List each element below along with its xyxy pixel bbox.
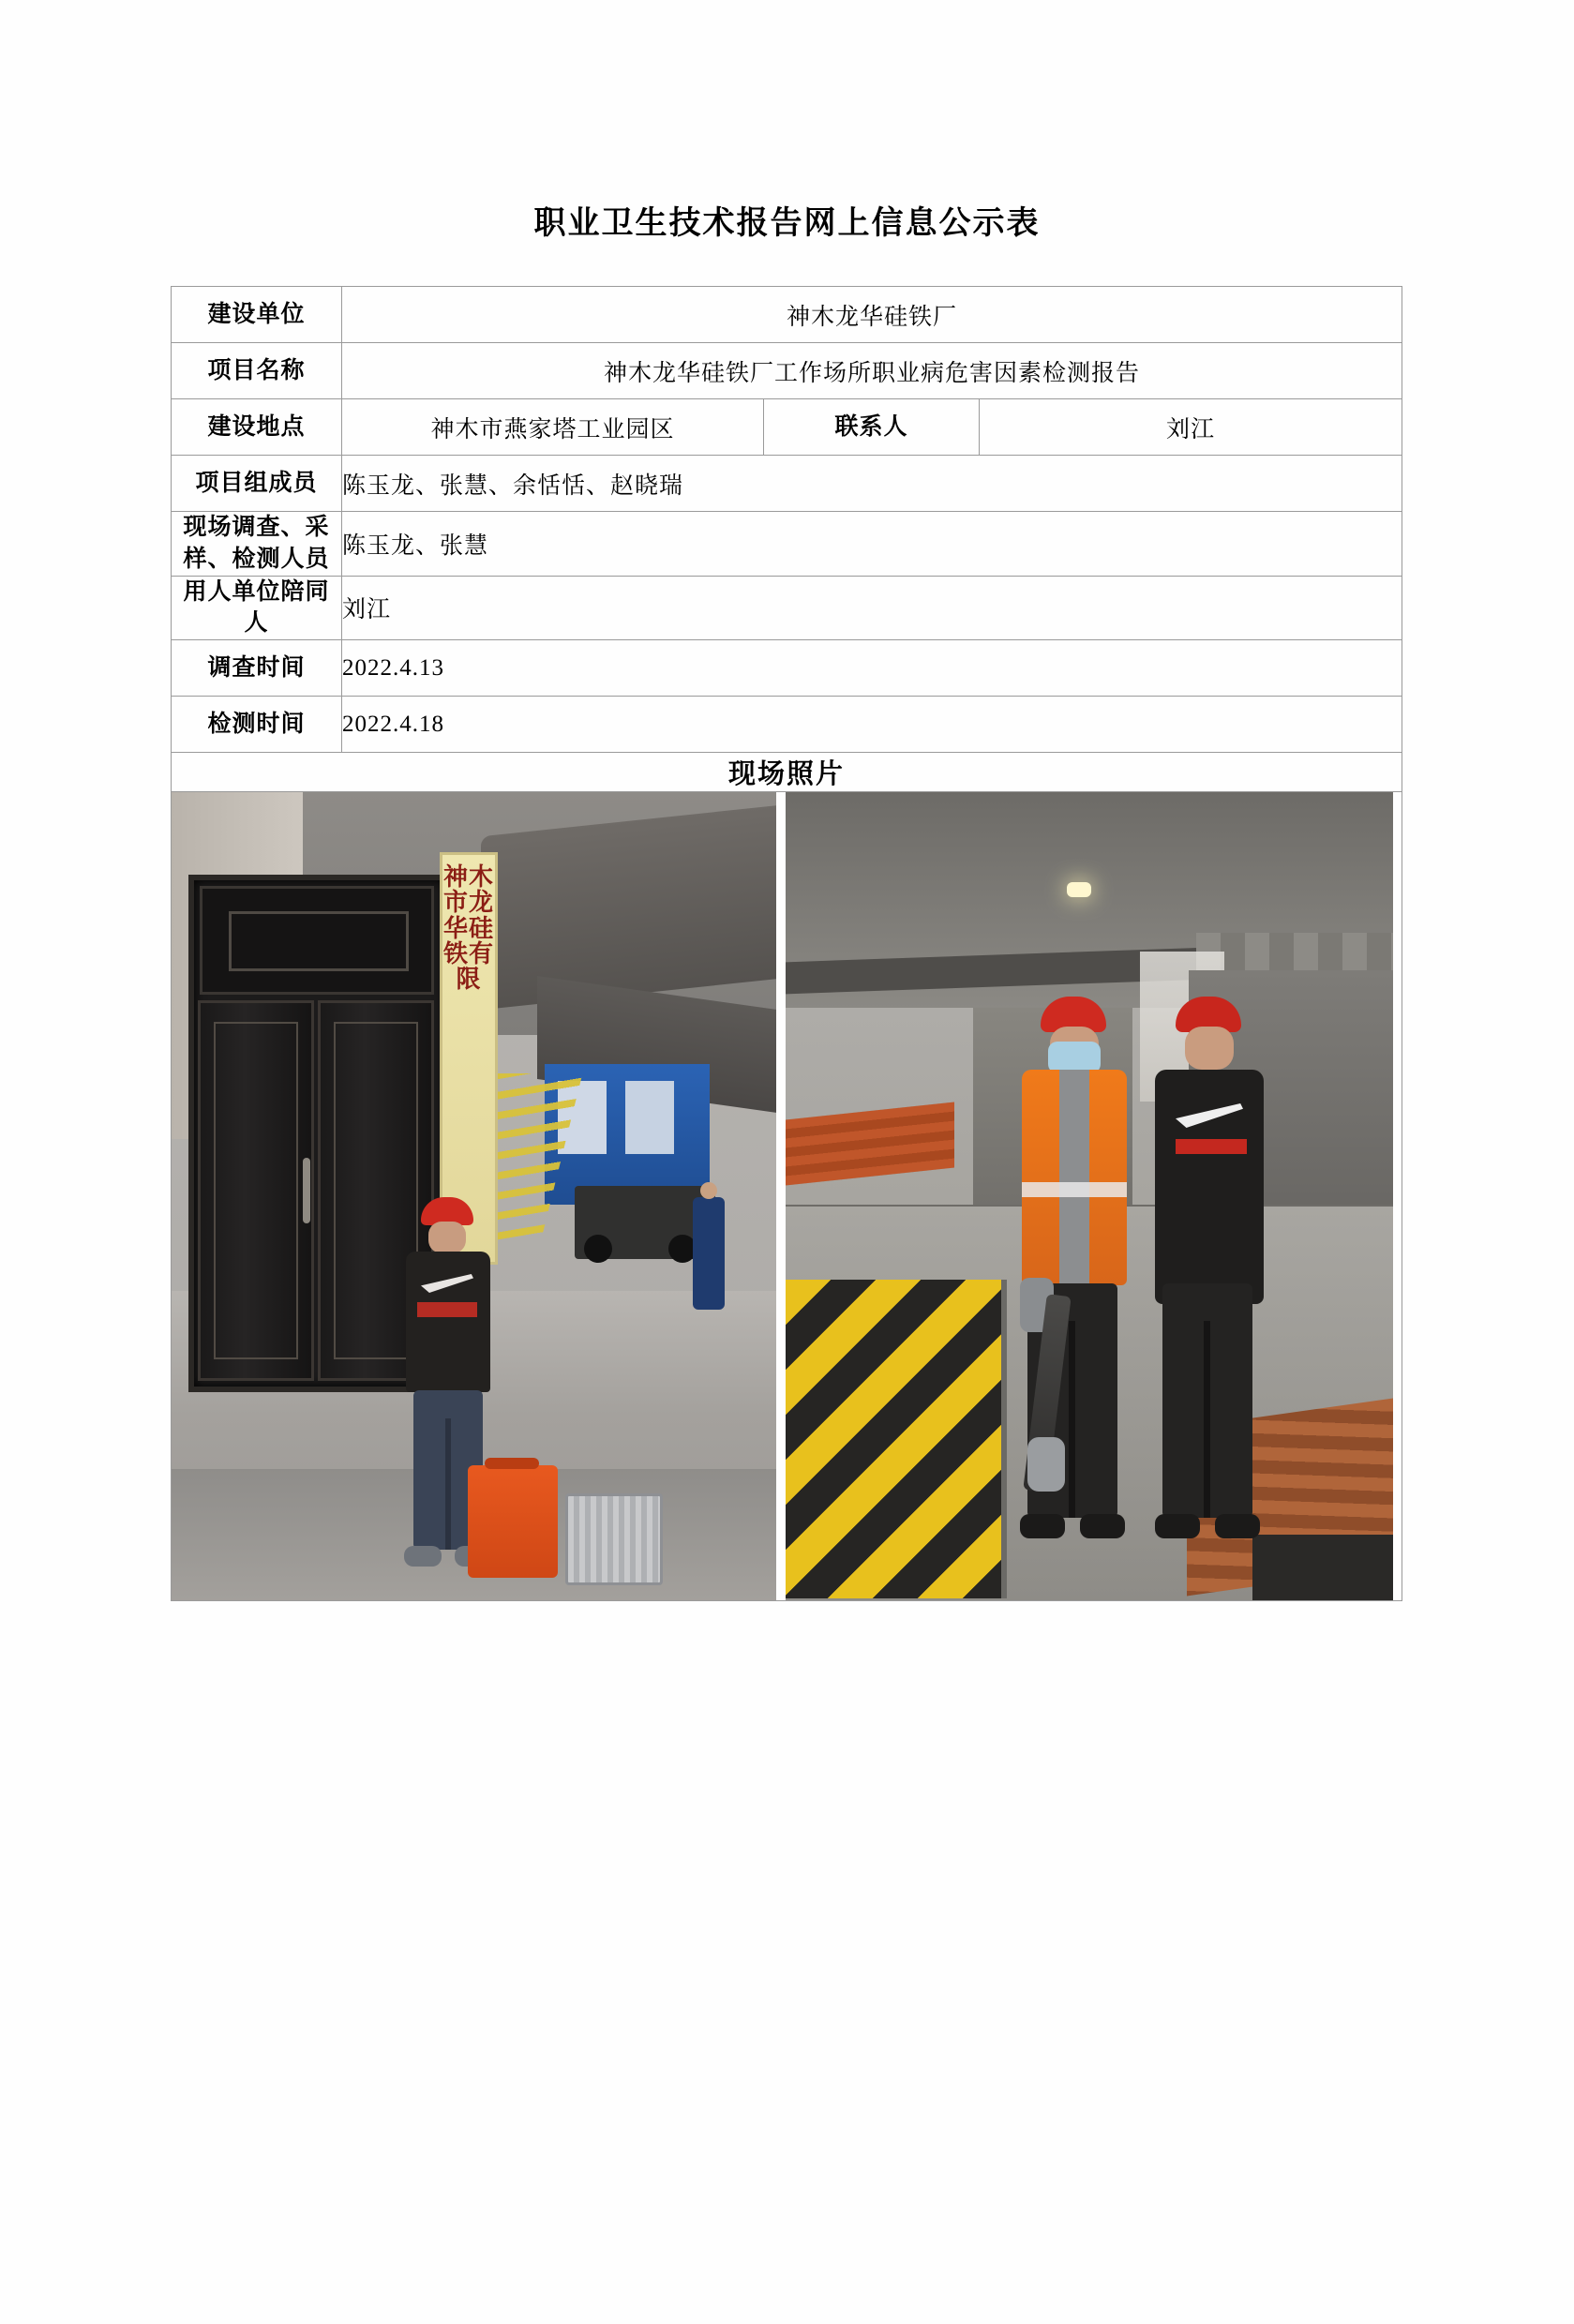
- info-table-wrapper: [171, 286, 1402, 1601]
- door-leaf-left: [198, 1000, 314, 1381]
- black-hoodie: [1155, 1070, 1264, 1304]
- orange-sampling-case: [468, 1465, 558, 1578]
- face: [428, 1222, 466, 1253]
- row-value-construction-site: 神木市燕家塔工业园区: [342, 399, 764, 456]
- worker-with-hoodie: [1138, 997, 1279, 1597]
- row-value-project-name: 神木龙华硅铁厂工作场所职业病危害因素检测报告: [342, 343, 1402, 399]
- row-value-contact-person: 刘江: [980, 399, 1402, 456]
- row-label-survey-date: 调查时间: [172, 640, 342, 697]
- background-worker: [693, 1197, 725, 1310]
- tank-duct: [481, 804, 776, 1011]
- company-vertical-sign: 神木市龙华硅铁有限: [440, 852, 498, 1265]
- table-row: [172, 697, 1402, 753]
- info-table: [171, 286, 1402, 1601]
- logo-mark: [1176, 1103, 1243, 1128]
- row-label-project-name: 项目名称: [172, 343, 342, 399]
- row-value-construction-unit: 神木龙华硅铁厂: [342, 287, 1402, 343]
- row-label-contact-person: 联系人: [764, 399, 980, 456]
- glove-lower: [1027, 1437, 1065, 1492]
- row-label-team-members: 项目组成员: [172, 456, 342, 512]
- black-jacket: [406, 1252, 490, 1392]
- table-row-photos-header: [172, 753, 1402, 792]
- photos-cell: [172, 792, 1402, 1601]
- page-title: 职业卫生技术报告网上信息公示表: [533, 205, 1041, 241]
- table-row: [172, 512, 1402, 577]
- face-mask: [1048, 1042, 1101, 1073]
- table-row: [172, 456, 1402, 512]
- ceiling-lamp: [1067, 882, 1091, 897]
- door-panel: [214, 1022, 298, 1359]
- row-value-employer-escort: 刘江: [342, 576, 1402, 640]
- table-row: [172, 399, 1402, 456]
- photos-strip: [172, 792, 1402, 1600]
- row-label-employer-escort: 用人单位陪同人: [172, 576, 342, 640]
- jacket-print: [417, 1302, 477, 1317]
- worker-with-vest: [1003, 997, 1144, 1597]
- hoodie-print: [1176, 1139, 1247, 1154]
- table-row: [172, 343, 1402, 399]
- face: [1185, 1027, 1234, 1070]
- row-value-survey-sampling-staff: 陈玉龙、张慧: [342, 512, 1402, 577]
- factory-gate-photo: [172, 792, 776, 1600]
- row-label-survey-sampling-staff: 现场调查、采样、检测人员: [172, 512, 342, 577]
- row-value-detection-date: 2022.4.18: [342, 697, 1402, 753]
- hazard-stripe-barrier: [786, 1280, 1007, 1598]
- row-label-construction-site: 建设地点: [172, 399, 342, 456]
- photos-section-header: 现场照片: [172, 753, 1402, 792]
- table-row: [172, 640, 1402, 697]
- door-handle: [303, 1158, 310, 1223]
- door-transom: [200, 886, 434, 995]
- table-row-photos: [172, 792, 1402, 1601]
- dark-trousers: [1162, 1283, 1252, 1518]
- orange-pipes: [786, 1102, 954, 1186]
- orange-safety-vest: [1022, 1070, 1127, 1285]
- row-value-survey-date: 2022.4.13: [342, 640, 1402, 697]
- row-value-team-members: 陈玉龙、张慧、余恬恬、赵晓瑞: [342, 456, 1402, 512]
- shoes: [1020, 1514, 1125, 1540]
- row-label-detection-date: 检测时间: [172, 697, 342, 753]
- row-label-construction-unit: 建设单位: [172, 287, 342, 343]
- workshop-workers-photo: [786, 792, 1393, 1600]
- shoes: [1155, 1514, 1260, 1540]
- silver-instrument-case: [565, 1493, 663, 1585]
- table-row: [172, 576, 1402, 640]
- table-row: [172, 287, 1402, 343]
